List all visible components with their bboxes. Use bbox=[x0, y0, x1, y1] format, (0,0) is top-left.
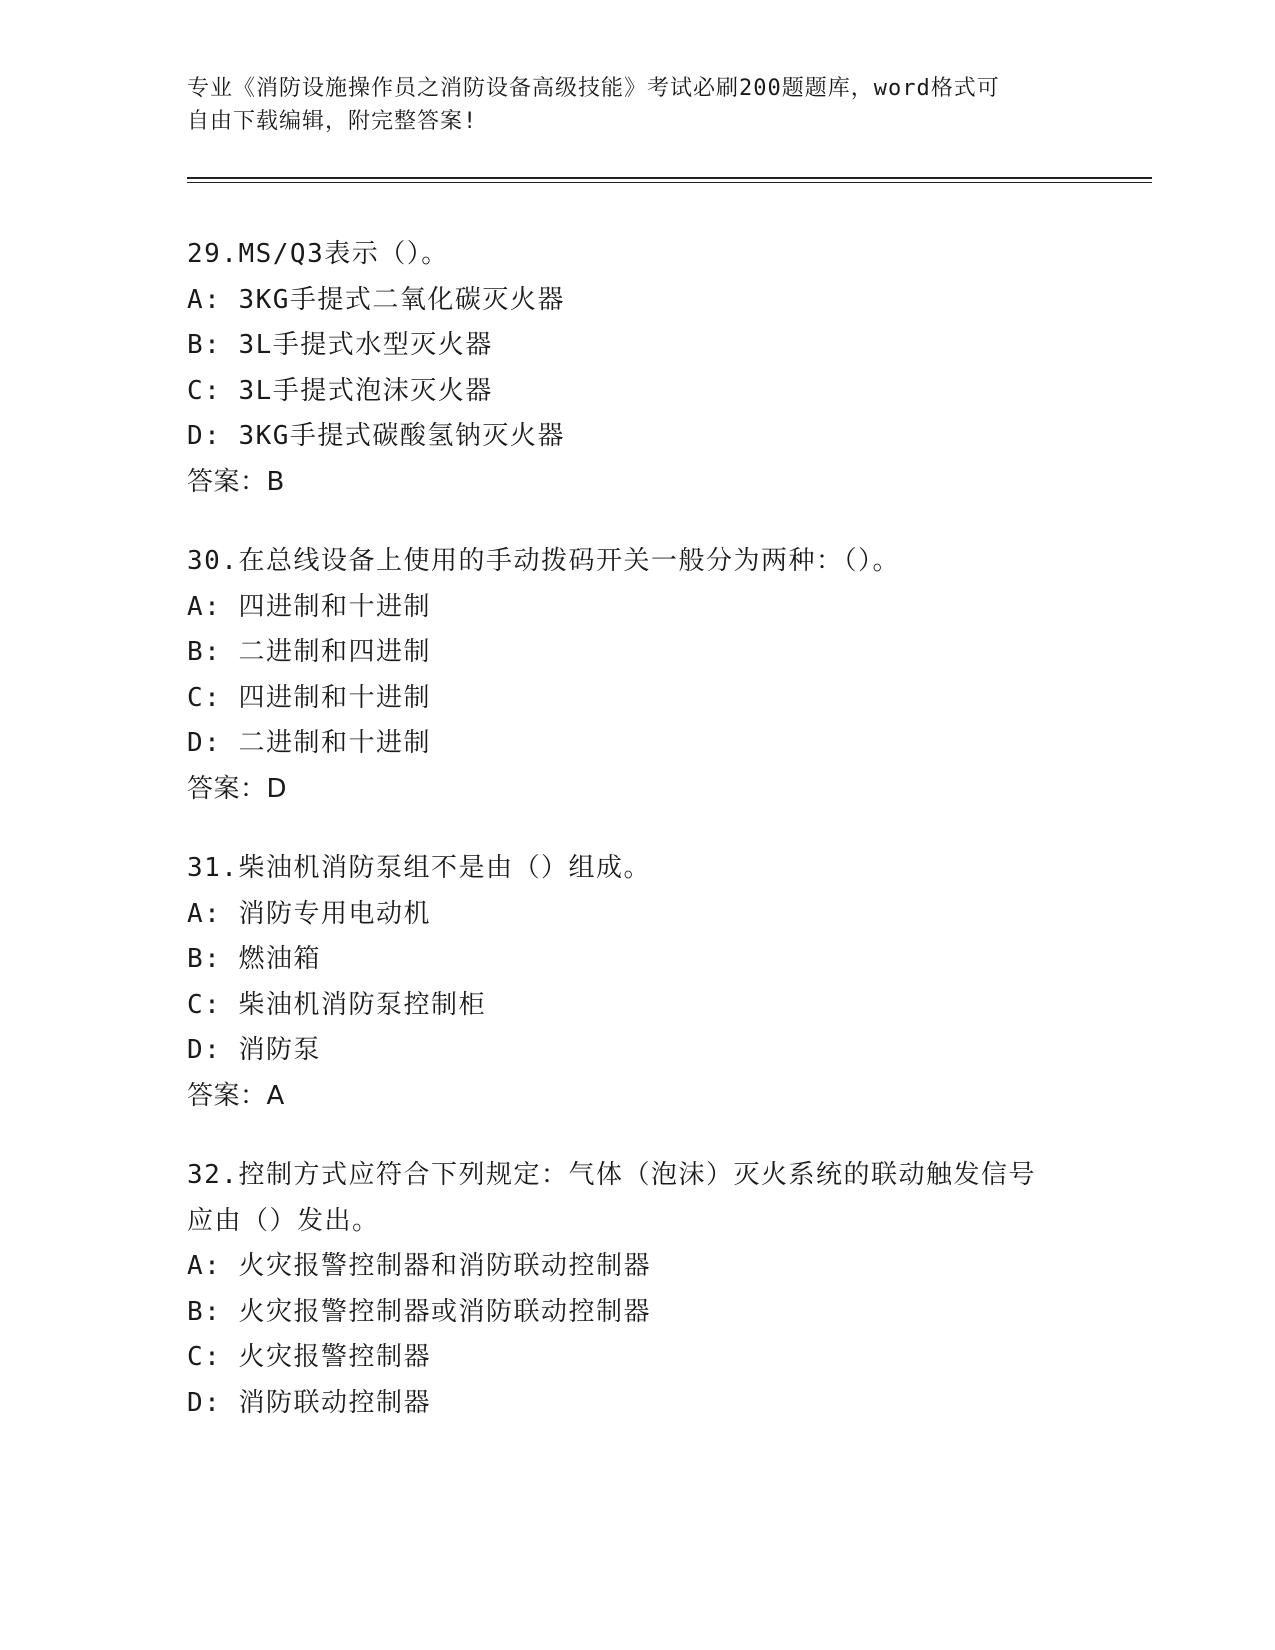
option-d: D: 消防泵 bbox=[187, 1035, 321, 1065]
answer-line: 答案：D bbox=[187, 773, 288, 804]
option-b: B: 燃油箱 bbox=[187, 944, 321, 974]
option-c: C: 3L手提式泡沫灭火器 bbox=[187, 375, 493, 406]
question-stem: 30.在总线设备上使用的手动拨码开关一般分为两种：（）。 bbox=[187, 546, 900, 576]
option-d: D: 消防联动控制器 bbox=[187, 1387, 431, 1418]
question-list bbox=[187, 232, 1117, 1460]
header-line-2: 自由下载编辑，附完整答案! bbox=[187, 109, 478, 134]
question-31 bbox=[187, 846, 1117, 1119]
option-a: A: 四进制和十进制 bbox=[187, 591, 431, 622]
header-divider-thin bbox=[187, 182, 1152, 183]
option-b: B: 火灾报警控制器或消防联动控制器 bbox=[187, 1296, 651, 1327]
option-d: D: 二进制和十进制 bbox=[187, 728, 431, 758]
question-stem-continued: 应由（）发出。 bbox=[187, 1205, 380, 1236]
option-b: B: 二进制和四进制 bbox=[187, 637, 431, 667]
answer-line: 答案：A bbox=[187, 1080, 285, 1111]
option-a: A: 3KG手提式二氧化碳灭火器 bbox=[187, 284, 565, 315]
option-a: A: 火灾报警控制器和消防联动控制器 bbox=[187, 1251, 651, 1281]
question-30 bbox=[187, 539, 1117, 812]
option-d: D: 3KG手提式碳酸氢钠灭火器 bbox=[187, 421, 565, 451]
option-b: B: 3L手提式水型灭火器 bbox=[187, 330, 493, 360]
question-32 bbox=[187, 1153, 1117, 1426]
question-stem: 29.MS/Q3表示（）。 bbox=[187, 239, 449, 269]
option-c: C: 四进制和十进制 bbox=[187, 682, 431, 713]
header-line-1: 专业《消防设施操作员之消防设备高级技能》考试必刷200题题库，word格式可 bbox=[187, 76, 1000, 101]
question-stem: 31.柴油机消防泵组不是由（）组成。 bbox=[187, 853, 651, 883]
header-divider-thick bbox=[187, 177, 1152, 179]
question-stem: 32.控制方式应符合下列规定：气体（泡沫）灭火系统的联动触发信号 bbox=[187, 1160, 1036, 1190]
option-a: A: 消防专用电动机 bbox=[187, 898, 431, 929]
answer-line: 答案：B bbox=[187, 466, 285, 497]
option-c: C: 柴油机消防泵控制柜 bbox=[187, 989, 486, 1020]
option-c: C: 火灾报警控制器 bbox=[187, 1342, 431, 1372]
document-header bbox=[187, 72, 1067, 138]
question-29 bbox=[187, 232, 1117, 505]
